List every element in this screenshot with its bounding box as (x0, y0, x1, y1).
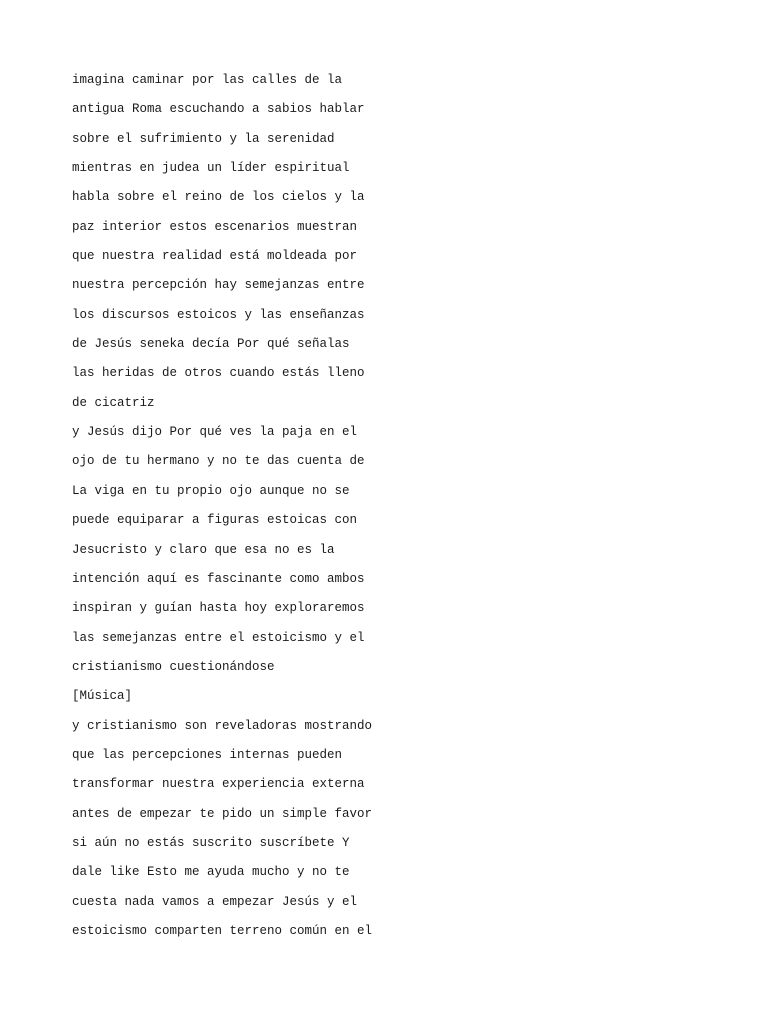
text-line: sobre el sufrimiento y la serenidad (72, 131, 335, 146)
text-line: antes de empezar te pido un simple favor (72, 806, 373, 821)
text-line: cristianismo cuestionándose (72, 659, 275, 674)
text-line: nuestra percepción hay semejanzas entre (72, 278, 365, 293)
text-line: y cristianismo son reveladoras mostrando (72, 718, 373, 733)
transcript-text (72, 66, 712, 946)
text-line: las heridas de otros cuando estás lleno (72, 366, 365, 381)
text-line: La viga en tu propio ojo aunque no se (72, 483, 350, 498)
text-line: si aún no estás suscrito suscríbete Y (72, 835, 350, 850)
text-line: transformar nuestra experiencia externa (72, 777, 365, 792)
text-line: las semejanzas entre el estoicismo y el (72, 630, 365, 645)
text-line: de Jesús seneka decía Por qué señalas (72, 337, 350, 352)
text-line: puede equiparar a figuras estoicas con (72, 513, 358, 528)
text-line: dale like Esto me ayuda mucho y no te (72, 865, 350, 880)
text-line: estoicismo comparten terreno común en el (72, 923, 373, 938)
text-line: intención aquí es fascinante como ambos (72, 571, 365, 586)
text-line: mientras en judea un líder espiritual (72, 161, 350, 176)
text-line: paz interior estos escenarios muestran (72, 219, 358, 234)
text-line: imagina caminar por las calles de la (72, 73, 343, 87)
text-line: habla sobre el reino de los cielos y la (72, 190, 365, 205)
text-line: y Jesús dijo Por qué ves la paja en el (72, 425, 358, 440)
text-line: los discursos estoicos y las enseñanzas (72, 307, 365, 322)
text-line: que las percepciones internas pueden (72, 747, 343, 762)
music-cue-line: [Música] (72, 689, 133, 704)
text-line: antigua Roma escuchando a sabios hablar (72, 102, 365, 117)
text-line: inspiran y guían hasta hoy exploraremos (72, 601, 365, 616)
text-line: cuesta nada vamos a empezar Jesús y el (72, 894, 358, 909)
text-line: Jesucristo y claro que esa no es la (72, 542, 335, 557)
text-line: que nuestra realidad está moldeada por (72, 249, 358, 264)
text-line: de cicatriz (72, 395, 155, 410)
text-line: ojo de tu hermano y no te das cuenta de (72, 454, 365, 469)
